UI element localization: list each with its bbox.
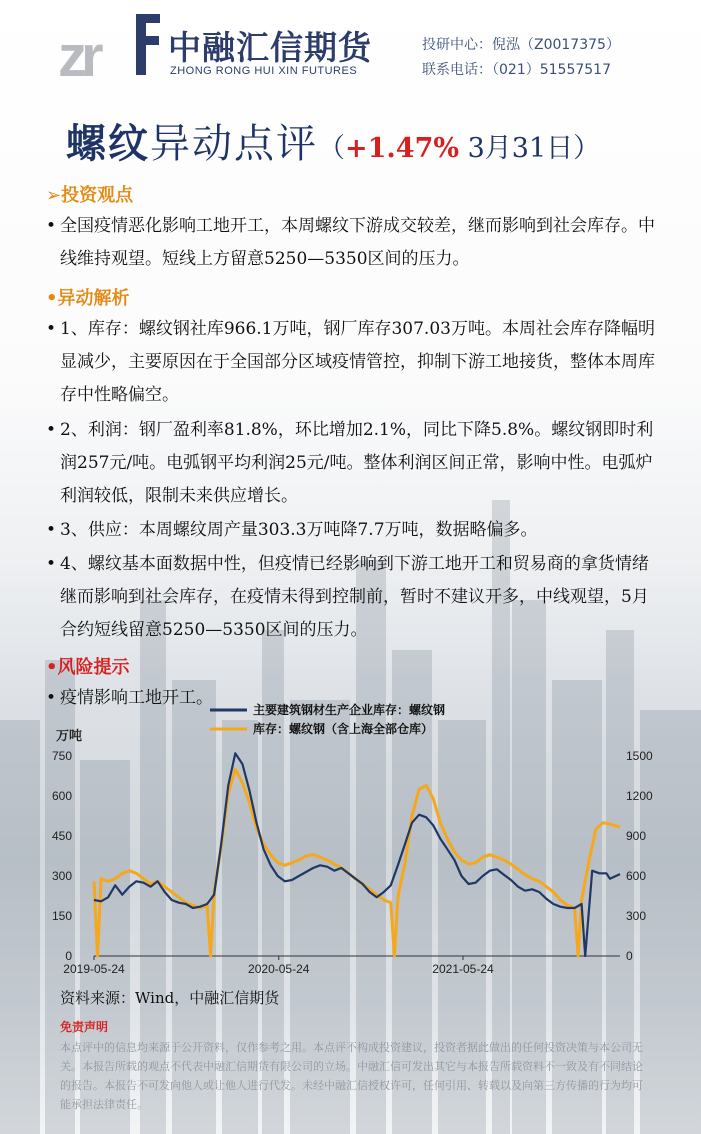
left-y-tick-label: 450 [51,829,72,843]
title-date: 3月31日） [459,133,601,164]
title-topic: 异动点评 [150,121,318,167]
section-heading-analysis: •异动解析 [46,288,130,309]
analysis-text-supply: 3、供应：本周螺纹周产量303.3万吨降7.7万吨，数据略偏多。 [60,520,538,540]
brand-name-cn: 中融汇信期货 [168,28,372,67]
title-change-percent: +1.47% [345,133,460,164]
analysis-item [46,414,658,513]
analysis-item [46,548,658,647]
left-y-tick-label: 300 [51,869,72,883]
left-y-tick-label: 150 [51,909,72,923]
legend-label-2: 库存：螺纹钢（含上海全部仓库） [253,722,434,736]
bullet-icon: • [46,688,57,708]
bullet-icon: • [46,216,57,236]
left-y-tick-label: 0 [65,949,72,963]
left-y-tick-label: 750 [51,749,72,763]
title-paren: （ [318,133,345,164]
right-y-tick-label: 900 [626,829,647,843]
bullet-icon: • [46,319,57,339]
left-y-tick-label: 600 [51,789,72,803]
analyst-line: 投研中心：倪泓（Z0017375） [422,37,620,53]
view-paragraph [46,210,658,276]
risk-text: 疫情影响工地开工。 [60,688,213,708]
analysis-text-inventory: 1、库存：螺纹钢社库966.1万吨，钢厂库存307.03万吨。本周社会库存降幅明显减少，主要原因在于全国部分区域疫情管控，抑制下游工地接货，整体本周库存中性略偏空。 [60,319,655,405]
right-y-tick-label: 1200 [626,789,653,803]
legend-label-1: 主要建筑钢材生产企业库存：螺纹钢 [253,703,446,717]
right-y-tick-label: 0 [626,949,633,963]
x-tick-label: 2019-05-24 [63,962,125,976]
brand-name-en: ZHONG RONG HUI XIN FUTURES [170,65,358,77]
x-tick-label: 2021-05-24 [432,962,494,976]
section-heading-risk: •风险提示 [46,657,130,678]
right-y-tick-label: 300 [626,909,647,923]
bullet-icon: • [46,520,57,540]
right-y-tick-label: 600 [626,869,647,883]
section-heading-view: ➢投资观点 [46,185,134,206]
inventory-chart-svg [50,700,670,985]
phone-line: 联系电话：（021）51557517 [422,62,611,78]
disclaimer-title: 免责声明 [60,1020,109,1034]
x-tick-label: 2020-05-24 [248,962,310,976]
view-text: 全国疫情恶化影响工地开工，本周螺纹下游成交较差，继而影响到社会库存。中线维持观望。短线上方留意5250—5350区间的压力。 [60,216,655,269]
inventory-chart [50,700,670,985]
disclaimer-text: 本点评中的信息均来源于公开资料，仅作参考之用。本点评不构成投资建议，投资者据此做出的任何投资决策与本公司无关。本报告所载的观点不代表中融汇信期货有限公司的立场。中融汇信可发出其它与本报告所载资料不一致及有不同结论的报告。本报告不可发向他人或让他人进行代发。未经中融汇信授权许可，任何引用、转载以及向第三方传播的行为均可能承担法律责任。 [60,1041,643,1111]
y-axis-unit-label: 万吨 [56,729,83,744]
title-commodity: 螺纹 [66,121,150,167]
report-header [0,0,701,100]
analysis-item [46,313,658,412]
contact-info [422,33,620,83]
svg-text:zr: zr [58,24,98,82]
page-title [66,112,600,169]
right-y-tick-label: 1500 [626,749,653,763]
bullet-icon: • [46,554,57,574]
analysis-text-summary: 4、螺纹基本面数据中性，但疫情已经影响到下游工地开工和贸易商的拿货情绪继而影响到社会库存，在疫情未得到控制前，暂时不建议开多，中线观望，5月合约短线留意5250—5350区间的压力。 [60,554,649,640]
company-logo [58,10,162,82]
analysis-text-profit: 2、利润：钢厂盈利率81.8%，环比增加2.1%，同比下降5.8%。螺纹钢即时利润257元/吨。电弧钢平均利润25元/吨。整体利润区间正常，影响中性。电弧炉利润较低，限制未来供应增长。 [60,420,654,506]
series-line-1 [94,753,620,956]
bullet-icon: • [46,420,57,440]
series-line-2 [94,769,620,956]
analysis-item [46,514,658,547]
data-source: 资料来源：Wind，中融汇信期货 [60,989,280,1007]
